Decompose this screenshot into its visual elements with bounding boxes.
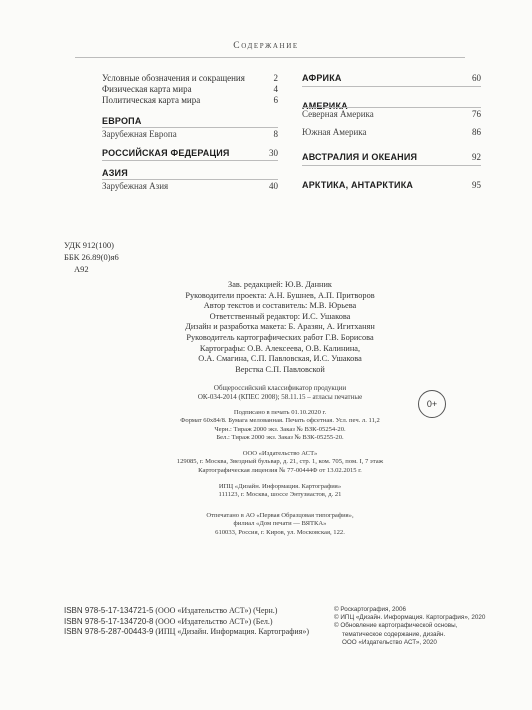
printed-at-block	[140, 512, 420, 537]
isbn-code: ISBN 978-5-17-134721-5	[64, 606, 154, 615]
bbk-code: ББК 26.89(0)я6	[64, 252, 119, 262]
toc-entry[interactable]	[102, 129, 278, 139]
toc-section-heading: РОССИЙСКАЯ ФЕДЕРАЦИЯ	[102, 148, 230, 158]
udk-code: УДК 912(100)	[64, 240, 114, 250]
toc-entry-page: 6	[273, 95, 278, 105]
toc-section-europe	[102, 116, 278, 127]
credit-line: Руководитель картографических работ Г.В. Борисова	[186, 332, 374, 342]
toc-section-heading: АФРИКА	[302, 73, 342, 83]
isbn-code: ISBN 978-5-17-134720-8	[64, 616, 154, 626]
publisher-line: 111123, г. Москва, шоссе Энтузиастов, д. 21	[218, 491, 342, 499]
credits-block	[150, 280, 410, 375]
printer-line: Отпечатано в АО «Первая Образцовая типография»,	[206, 512, 354, 519]
credit-line: Ответственный редактор: И.С. Ушакова	[209, 311, 351, 321]
isbn-block	[64, 606, 309, 638]
isbn-note: (ООО «Издательство АСТ») (Черн.)	[155, 606, 278, 615]
toc-entry-page: 86	[472, 127, 481, 137]
toc-entry[interactable]	[302, 127, 481, 137]
toc-section-heading[interactable]: АЗИЯ	[102, 168, 128, 178]
toc-entry-label: Южная Америка	[302, 127, 367, 137]
age-rating-badge: 0+	[418, 390, 446, 418]
toc-entry[interactable]	[102, 181, 278, 191]
classifier-line: Общероссийский классификатор продукции	[213, 384, 347, 392]
toc-entry-label: Зарубежная Европа	[102, 129, 177, 139]
toc-section-africa[interactable]	[302, 73, 481, 83]
publisher-line: ИПЦ «Дизайн. Информация. Картография»	[218, 483, 342, 490]
toc-entry-label: Условные обозначения и сокращения	[102, 73, 245, 83]
publisher-line: ООО «Издательство АСТ»	[242, 450, 318, 457]
udk-block	[64, 239, 119, 275]
credit-line: Зав. редакцией: Ю.В. Данник	[228, 280, 332, 289]
toc-entry-label: Физическая карта мира	[102, 84, 192, 94]
publisher-line: Картографическая лицензия № 77-00444Ф от 13.02.2015 г.	[198, 466, 362, 474]
isbn-note: (ИПЦ «Дизайн. Информация. Картография»)	[155, 627, 310, 636]
print-info-block	[140, 409, 420, 443]
toc-section-heading[interactable]: ЕВРОПА	[102, 116, 142, 126]
credit-line: О.А. Смагина, С.П. Павловская, И.С. Ушакова	[198, 354, 362, 364]
toc-entry[interactable]	[302, 109, 481, 119]
isbn-line	[64, 627, 309, 638]
copyright-line: тематическое содержание, дизайн.	[342, 630, 446, 638]
toc-entry-page: 4	[273, 84, 278, 94]
publisher-ast-block	[140, 450, 420, 475]
section-rule	[302, 86, 481, 87]
toc-section-page: 92	[472, 152, 481, 162]
toc-entry-page: 76	[472, 109, 481, 119]
toc-section-australia[interactable]	[302, 152, 481, 162]
page-title: Содержание	[233, 41, 299, 51]
credit-line: Руководители проекта: А.Н. Бушнев, А.П. Притворов	[185, 290, 375, 300]
toc-front-matter	[102, 73, 278, 106]
toc-section-asia	[102, 168, 278, 178]
toc-entry[interactable]	[102, 73, 278, 84]
isbn-line	[64, 606, 309, 617]
publisher-ippc-block	[140, 483, 420, 500]
print-info-line: Подписано в печать 01.10.2020 г.	[233, 409, 327, 416]
credit-line: Картографы: О.В. Алексеева, О.В. Калинина,	[199, 343, 361, 353]
isbn-note: (ООО «Издательство АСТ») (Бел.)	[155, 616, 273, 626]
credit-line: Автор текстов и составитель: М.В. Юрьева	[203, 301, 357, 311]
toc-section-page: 60	[472, 73, 481, 83]
section-rule	[102, 127, 278, 128]
copyright-line: © Обновление картографической основы,	[334, 622, 458, 630]
toc-entry-label: Политическая карта мира	[102, 95, 201, 105]
toc-section-heading[interactable]: АМЕРИКА	[302, 101, 348, 111]
printer-line: 610033, Россия, г. Киров, ул. Московская, 122.	[215, 528, 345, 536]
toc-section-arctic[interactable]	[302, 180, 481, 190]
toc-entry-page: 2	[273, 73, 278, 83]
publisher-line: 129085, г. Москва, Звездный бульвар, д. 21, стр. 1, ком. 705, пом. I, 7 этаж	[176, 458, 384, 466]
toc-entry-label: Северная Америка	[302, 109, 374, 119]
section-rule	[302, 165, 481, 166]
copyright-line: © ИПЦ «Дизайн. Информация. Картография», 2020	[334, 614, 486, 622]
section-rule	[302, 107, 481, 108]
toc-section-page: 95	[472, 180, 481, 190]
credit-line: Верстка С.П. Павловской	[235, 364, 325, 374]
isbn-code: ISBN 978-5-287-00443-9	[64, 627, 154, 636]
print-info-line: Черн.: Тираж 2000 экз. Заказ № ВЗК-05254-20.	[214, 425, 346, 433]
toc-entry-label: Зарубежная Азия	[102, 181, 169, 191]
toc-section-heading: АВСТРАЛИЯ И ОКЕАНИЯ	[302, 152, 418, 162]
section-rule	[102, 179, 278, 180]
copyright-line: ООО «Издательство АСТ», 2020	[342, 638, 437, 646]
classifier-block	[140, 384, 420, 402]
toc-entry[interactable]	[102, 84, 278, 95]
toc-section-page: 30	[269, 148, 278, 158]
toc-section-russia[interactable]	[102, 148, 278, 158]
classifier-line: ОК-034-2014 (КПЕС 2008); 58.11.15 – атласы печатные	[197, 393, 363, 401]
isbn-line	[64, 617, 309, 628]
printer-line: филиал «Дом печати — ВЯТКА»	[233, 520, 327, 528]
toc-entry-page: 8	[273, 129, 278, 139]
author-mark: А92	[74, 264, 89, 274]
toc-section-heading: АРКТИКА, АНТАРКТИКА	[302, 180, 414, 190]
section-rule	[102, 160, 278, 161]
copyright-line: © Роскартография, 2006	[334, 606, 406, 613]
credit-line: Дизайн и разработка макета: Б. Аразян, А. Игитханян	[185, 322, 375, 332]
print-info-line: Формат 60х84/8. Бумага мелованная. Печать офсетная. Усл. печ. л. 11,2	[180, 417, 380, 425]
toc-entry[interactable]	[102, 95, 278, 106]
print-info-line: Бел.: Тираж 2000 экз. Заказ № ВЗК-05255-20.	[216, 434, 344, 442]
header-rule	[75, 57, 465, 58]
copyright-block	[334, 606, 514, 647]
toc-entry-page: 40	[269, 181, 278, 191]
